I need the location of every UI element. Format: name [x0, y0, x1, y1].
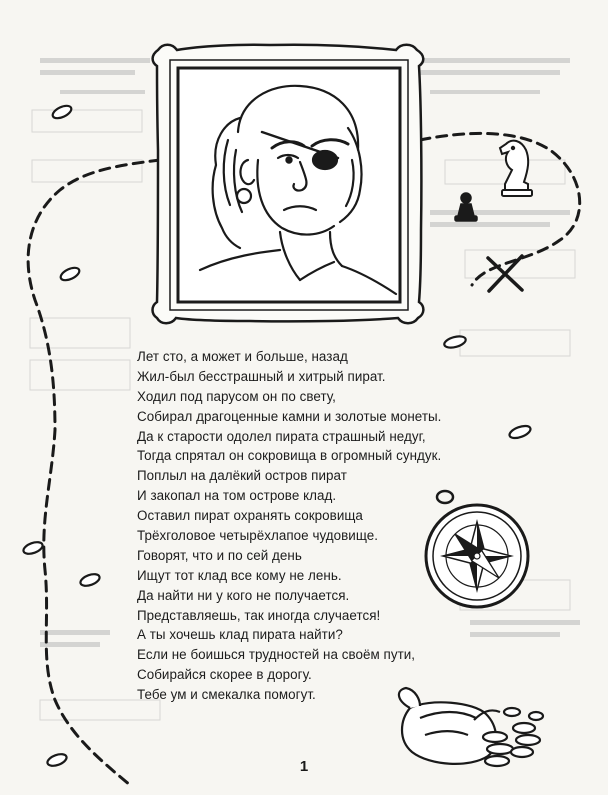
poem-line: И закопал на том острове клад. — [137, 488, 337, 504]
poem-line: Ищут тот клад все кому не лень. — [137, 567, 342, 583]
poem-line: Трёхголовое четырёхлапое чудовище. — [137, 528, 379, 544]
poem-line: Тебе ум и смекалка помогут. — [137, 687, 316, 703]
poem-line: Лет сто, а может и больше, назад — [137, 349, 348, 364]
page-number: 1 — [299, 758, 309, 775]
poem-line: Поплыл на далёкий остров пират — [137, 468, 347, 484]
poem-line: Жил-был бесстрашный и хитрый пират. — [137, 368, 386, 384]
poem-line: Оставил пират охранять сокровища — [137, 508, 363, 524]
pirate-poem — [137, 347, 517, 705]
poem-line: Если не боишься трудностей на своём пути, — [137, 647, 416, 663]
chess-knight-icon — [500, 141, 532, 196]
poem-line: Представляешь, так иногда случается! — [137, 607, 381, 623]
poem-line: Говорят, что и по сей день — [137, 547, 302, 563]
poem-line: Собирайся скорее в дорогу. — [137, 667, 312, 683]
poem-line: Тогда спрятал он сокровища в огромный сундук. — [137, 448, 442, 464]
chess-pawn-icon — [455, 193, 477, 221]
poem-line: А ты хочешь клад пирата найти? — [137, 627, 343, 643]
dashed-treasure-path-right — [420, 133, 580, 285]
x-mark-icon — [488, 256, 522, 291]
poem-line: Да найти ни у кого не получается. — [137, 587, 350, 603]
poem-line: Ходил под парусом он по свету, — [137, 388, 336, 404]
poem-line: Собирал драгоценные камни и золотые монеты. — [137, 408, 442, 424]
poem-line: Да к старости одолел пирата страшный недуг, — [137, 428, 426, 444]
